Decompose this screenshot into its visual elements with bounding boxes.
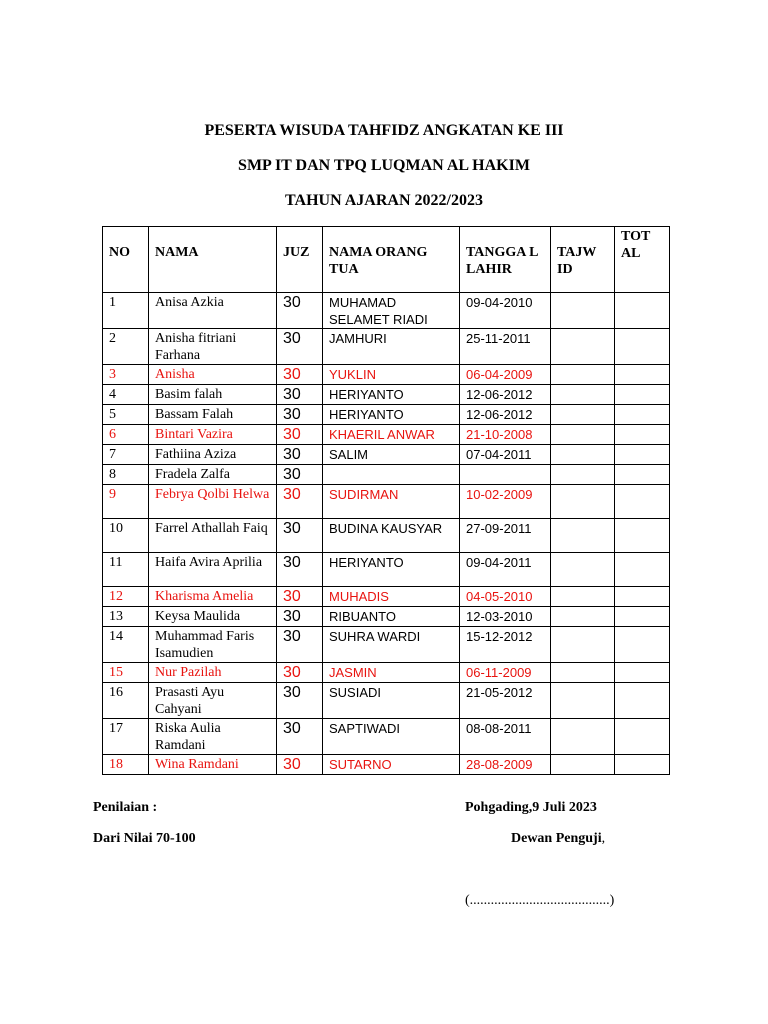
examiner-label — [511, 831, 605, 847]
cell-juz: 30 — [277, 293, 323, 329]
cell-no: 13 — [103, 607, 149, 627]
cell-tajwid — [551, 445, 615, 465]
cell-total — [615, 485, 670, 519]
cell-tanggal-lahir: 07-04-2011 — [460, 445, 551, 465]
cell-juz: 30 — [277, 405, 323, 425]
cell-tajwid — [551, 607, 615, 627]
cell-nama: Keysa Maulida — [149, 607, 277, 627]
cell-juz: 30 — [277, 627, 323, 663]
cell-nama: Farrel Athallah Faiq — [149, 519, 277, 553]
cell-nama-orang-tua: KHAERIL ANWAR — [323, 425, 460, 445]
cell-nama: Wina Ramdani — [149, 755, 277, 775]
cell-tanggal-lahir: 09-04-2010 — [460, 293, 551, 329]
cell-nama: Febrya Qolbi Helwa — [149, 485, 277, 519]
cell-no: 16 — [103, 683, 149, 719]
cell-tanggal-lahir: 04-05-2010 — [460, 587, 551, 607]
table-row — [103, 553, 670, 587]
cell-nama: Fathiina Aziza — [149, 445, 277, 465]
cell-tajwid — [551, 385, 615, 405]
cell-tanggal-lahir: 08-08-2011 — [460, 719, 551, 755]
header-tajwid: TAJW ID — [551, 227, 615, 293]
table-row — [103, 755, 670, 775]
cell-tanggal-lahir: 06-11-2009 — [460, 663, 551, 683]
cell-tajwid — [551, 553, 615, 587]
cell-total — [615, 553, 670, 587]
cell-total — [615, 385, 670, 405]
cell-tajwid — [551, 365, 615, 385]
cell-nama-orang-tua: SALIM — [323, 445, 460, 465]
cell-no: 1 — [103, 293, 149, 329]
table-row — [103, 485, 670, 519]
cell-juz: 30 — [277, 445, 323, 465]
cell-nama-orang-tua — [323, 465, 460, 485]
table-row — [103, 405, 670, 425]
cell-nama-orang-tua: SAPTIWADI — [323, 719, 460, 755]
cell-juz: 30 — [277, 587, 323, 607]
cell-nama: Anisha — [149, 365, 277, 385]
table-row — [103, 329, 670, 365]
cell-tanggal-lahir: 12-06-2012 — [460, 385, 551, 405]
cell-juz: 30 — [277, 663, 323, 683]
cell-tajwid — [551, 627, 615, 663]
cell-tanggal-lahir: 12-03-2010 — [460, 607, 551, 627]
cell-nama: Anisa Azkia — [149, 293, 277, 329]
cell-tajwid — [551, 405, 615, 425]
cell-nama: Muhammad Faris Isamudien — [149, 627, 277, 663]
cell-total — [615, 719, 670, 755]
cell-tanggal-lahir: 28-08-2009 — [460, 755, 551, 775]
cell-total — [615, 587, 670, 607]
cell-tanggal-lahir — [460, 465, 551, 485]
cell-total — [615, 445, 670, 465]
header-nama-orang-tua: NAMA ORANG TUA — [323, 227, 460, 293]
header-juz: JUZ — [277, 227, 323, 293]
cell-nama: Bassam Falah — [149, 405, 277, 425]
cell-no: 6 — [103, 425, 149, 445]
penilaian-label: Penilaian : — [93, 800, 158, 815]
cell-nama-orang-tua: HERIYANTO — [323, 385, 460, 405]
cell-juz: 30 — [277, 607, 323, 627]
table-row — [103, 627, 670, 663]
table-row — [103, 445, 670, 465]
cell-nama: Prasasti Ayu Cahyani — [149, 683, 277, 719]
cell-tanggal-lahir: 09-04-2011 — [460, 553, 551, 587]
cell-tajwid — [551, 663, 615, 683]
cell-juz: 30 — [277, 755, 323, 775]
cell-tanggal-lahir: 21-10-2008 — [460, 425, 551, 445]
participants-table — [102, 226, 670, 775]
cell-no: 14 — [103, 627, 149, 663]
cell-tajwid — [551, 465, 615, 485]
cell-tajwid — [551, 587, 615, 607]
header-tanggal-lahir: TANGGA L LAHIR — [460, 227, 551, 293]
cell-juz: 30 — [277, 329, 323, 365]
cell-nama-orang-tua: YUKLIN — [323, 365, 460, 385]
cell-tajwid — [551, 293, 615, 329]
cell-no: 18 — [103, 755, 149, 775]
cell-total — [615, 755, 670, 775]
cell-total — [615, 663, 670, 683]
table-row — [103, 587, 670, 607]
cell-no: 2 — [103, 329, 149, 365]
school-name: SMP IT DAN TPQ LUQMAN AL HAKIM — [238, 157, 530, 174]
cell-total — [615, 405, 670, 425]
table-row — [103, 465, 670, 485]
cell-tanggal-lahir: 27-09-2011 — [460, 519, 551, 553]
table-row — [103, 385, 670, 405]
cell-no: 10 — [103, 519, 149, 553]
cell-no: 17 — [103, 719, 149, 755]
cell-nama: Bintari Vazira — [149, 425, 277, 445]
cell-no: 8 — [103, 465, 149, 485]
cell-tajwid — [551, 485, 615, 519]
cell-nama-orang-tua: SUSIADI — [323, 683, 460, 719]
examiner-name: Dewan Penguji — [511, 831, 602, 846]
cell-tanggal-lahir: 15-12-2012 — [460, 627, 551, 663]
cell-juz: 30 — [277, 519, 323, 553]
cell-tajwid — [551, 719, 615, 755]
cell-juz: 30 — [277, 385, 323, 405]
cell-juz: 30 — [277, 553, 323, 587]
cell-nama-orang-tua: BUDINA KAUSYAR — [323, 519, 460, 553]
cell-juz: 30 — [277, 683, 323, 719]
cell-nama-orang-tua: HERIYANTO — [323, 553, 460, 587]
table-body — [103, 293, 670, 775]
cell-tanggal-lahir: 06-04-2009 — [460, 365, 551, 385]
cell-tanggal-lahir: 12-06-2012 — [460, 405, 551, 425]
table-row — [103, 719, 670, 755]
score-range: Dari Nilai 70-100 — [93, 831, 196, 846]
cell-nama-orang-tua: SUDIRMAN — [323, 485, 460, 519]
cell-juz: 30 — [277, 425, 323, 445]
cell-tajwid — [551, 683, 615, 719]
cell-tajwid — [551, 329, 615, 365]
cell-no: 15 — [103, 663, 149, 683]
cell-nama: Anisha fitriani Farhana — [149, 329, 277, 365]
table-row — [103, 365, 670, 385]
cell-nama: Fradela Zalfa — [149, 465, 277, 485]
cell-total — [615, 329, 670, 365]
cell-tajwid — [551, 755, 615, 775]
cell-juz: 30 — [277, 485, 323, 519]
place-date: Pohgading,9 Juli 2023 — [465, 800, 597, 815]
table-row — [103, 683, 670, 719]
examiner-punctuation: , — [601, 831, 606, 846]
document-title: PESERTA WISUDA TAHFIDZ ANGKATAN KE III — [204, 122, 564, 139]
cell-nama: Nur Pazilah — [149, 663, 277, 683]
cell-total — [615, 293, 670, 329]
cell-no: 7 — [103, 445, 149, 465]
cell-tajwid — [551, 425, 615, 445]
cell-juz: 30 — [277, 365, 323, 385]
header-nama: NAMA — [149, 227, 277, 293]
cell-nama-orang-tua: JAMHURI — [323, 329, 460, 365]
cell-nama-orang-tua: RIBUANTO — [323, 607, 460, 627]
header-total: TOT AL — [615, 227, 670, 293]
cell-total — [615, 365, 670, 385]
table-row — [103, 425, 670, 445]
cell-total — [615, 519, 670, 553]
cell-nama: Haifa Avira Aprilia — [149, 553, 277, 587]
cell-juz: 30 — [277, 719, 323, 755]
cell-no: 4 — [103, 385, 149, 405]
cell-no: 3 — [103, 365, 149, 385]
table-row — [103, 293, 670, 329]
cell-nama: Basim falah — [149, 385, 277, 405]
cell-nama-orang-tua: HERIYANTO — [323, 405, 460, 425]
table-row — [103, 663, 670, 683]
cell-nama-orang-tua: SUHRA WARDI — [323, 627, 460, 663]
cell-no: 12 — [103, 587, 149, 607]
cell-nama-orang-tua: SUTARNO — [323, 755, 460, 775]
cell-juz: 30 — [277, 465, 323, 485]
cell-no: 5 — [103, 405, 149, 425]
table-row — [103, 607, 670, 627]
cell-nama-orang-tua: MUHAMAD SELAMET RIADI — [323, 293, 460, 329]
cell-nama-orang-tua: JASMIN — [323, 663, 460, 683]
cell-tanggal-lahir: 25-11-2011 — [460, 329, 551, 365]
cell-total — [615, 425, 670, 445]
cell-no: 11 — [103, 553, 149, 587]
table-header-row — [103, 227, 670, 293]
cell-total — [615, 683, 670, 719]
signature-line: (........................................) — [465, 893, 615, 908]
academic-year: TAHUN AJARAN 2022/2023 — [285, 192, 483, 209]
header-no: NO — [103, 227, 149, 293]
cell-total — [615, 627, 670, 663]
cell-nama: Kharisma Amelia — [149, 587, 277, 607]
cell-total — [615, 607, 670, 627]
table-row — [103, 519, 670, 553]
cell-nama: Riska Aulia Ramdani — [149, 719, 277, 755]
cell-total — [615, 465, 670, 485]
cell-tanggal-lahir: 21-05-2012 — [460, 683, 551, 719]
cell-tanggal-lahir: 10-02-2009 — [460, 485, 551, 519]
cell-nama-orang-tua: MUHADIS — [323, 587, 460, 607]
cell-no: 9 — [103, 485, 149, 519]
cell-tajwid — [551, 519, 615, 553]
